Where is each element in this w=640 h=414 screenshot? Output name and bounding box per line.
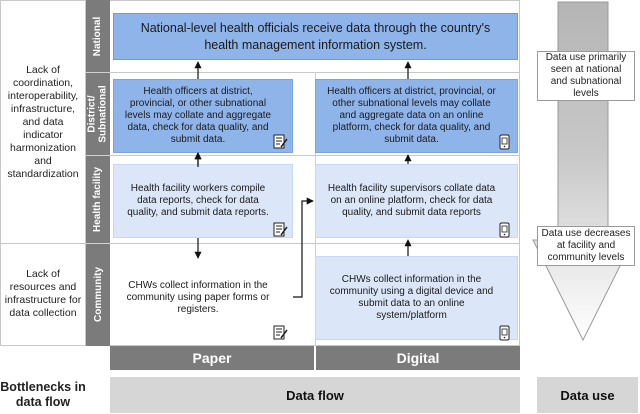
level-district: District/ Subnational — [87, 84, 109, 143]
digital-facility-text: Health facility supervisors collate data on an online platform, check for data quality, and submit data reports — [327, 183, 496, 218]
digital-district-text: Health officers at district, provincial, or other subnational levels may collate and aggregate data on an online platform, check for data quality, and submit data. — [327, 86, 496, 145]
bottleneck-resources: Lack of resources and infrastructure for data collection — [4, 268, 82, 319]
level-national: National — [92, 16, 104, 56]
digital-community-text: CHWs collect information in the community using a digital device and submit data to an online system/platform — [329, 274, 494, 321]
level-health-facility: Health facility — [92, 166, 104, 232]
national-box: National-level health officials receive data through the country's health management information system. — [113, 13, 518, 60]
flow-arrows — [110, 0, 522, 346]
data-use-note-low: Data use decreases at facility and community levels — [537, 226, 635, 266]
data-use-label: Data use — [537, 377, 638, 413]
arrow-paper-community-to-digital-facility — [293, 201, 313, 297]
column-header-digital: Digital — [316, 346, 520, 370]
paper-community-text: CHWs collect information in the community using paper forms or registers. — [126, 280, 270, 315]
paper-facility-text: Health facility workers compile data reports, check for data quality, and submit data reports. — [127, 183, 269, 218]
level-community: Community — [92, 267, 104, 322]
data-use-note-high: Data use primarily seen at national and subnational levels — [537, 51, 635, 101]
bottlenecks-title: Bottlenecks in data flow — [0, 380, 86, 409]
bottleneck-coordination: Lack of coordination, interoperability, infrastructure, and data indicator harmonization and standardization — [7, 63, 79, 180]
paper-district-text: Health officers at district, provincial, or other subnational levels may collate and aggregate data, check for data quality, and submit data. — [124, 86, 272, 145]
column-header-paper: Paper — [110, 346, 314, 370]
data-flow-label: Data flow — [110, 377, 520, 413]
